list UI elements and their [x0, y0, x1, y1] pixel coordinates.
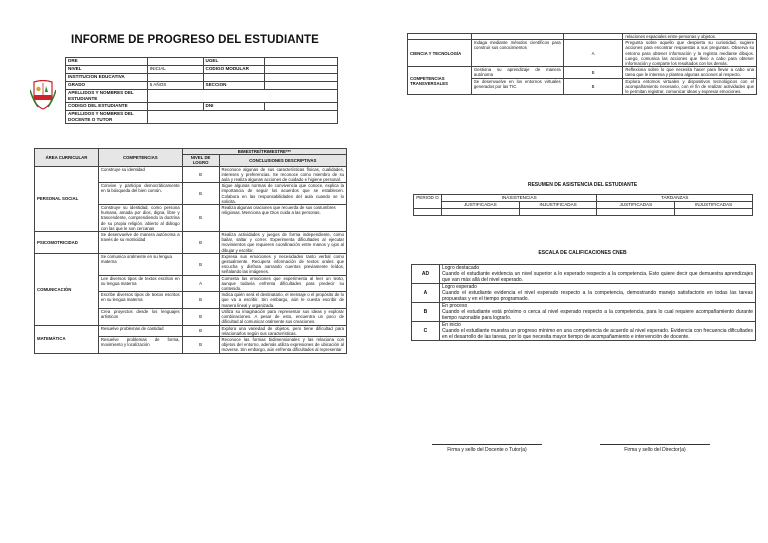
info-label: UGEL — [203, 58, 265, 66]
competencies-table — [34, 148, 347, 354]
scale-code: AD — [412, 265, 440, 284]
info-label: CODIGO MODULAR — [203, 66, 265, 74]
conclusion-cell: Pregunta sobre aquello que despierta su curiosidad, sugiere acciones para encontrar respuestas a sus preguntas. Observa su entorno para obtener información y la registra mediante dibujos. Luego, comunica las acciones que llevó a cabo para obtener información y comparte los resultados con los demás. — [623, 40, 757, 67]
level-cell: B — [563, 78, 623, 95]
competency-cell: Crea proyectos desde los lenguajes artísticos — [98, 308, 182, 325]
competency-cell: Lee diversos tipos de textos escritos en su lengua materna — [98, 275, 182, 292]
attendance-title: RESUMEN DE ASISTENCIA DEL ESTUDIANTE — [527, 182, 638, 188]
conclusion-cell: Explora entornos virtuales y dispositivos tecnológicos con el acompañamiento necesario, con el fin de realizar actividades que le permitan registrar, comunicar ideas y expresar emociones. — [623, 78, 757, 95]
teacher-signature: Firma y sello del Docente o Tutor(a) — [432, 444, 542, 453]
scale-description — [439, 322, 755, 341]
attendance-periodo-label: PERIOD O — [414, 195, 442, 209]
area-competencias-transversales: COMPETENCIAS TRANSVERSALES — [408, 67, 472, 95]
empty-cell — [597, 209, 675, 216]
info-row-institucion — [66, 74, 338, 82]
level-cell: B — [182, 166, 219, 183]
conclusion-cell: Explora una variedad de objetos, pero tiene dificultad para relacionarlos según sus características. — [219, 325, 346, 336]
level-cell: B — [182, 325, 219, 336]
info-row-nivel — [66, 66, 338, 74]
table-row — [35, 232, 347, 254]
header-conclusiones: CONCLUSIONES DESCRIPTIVAS — [219, 155, 346, 166]
scale-level-name: Logro destacado — [441, 265, 480, 271]
scale-code: A — [412, 284, 440, 303]
conclusion-cell: Indica quién será el destinatario, el mensaje o el propósito de lo que va a escribir. Sin embargo, aún le cuesta escribir de manera lineal y organizada. — [219, 292, 346, 309]
competency-cell: Resuelve problemas de cantidad — [98, 325, 182, 336]
info-row-estudiante — [66, 90, 338, 103]
conclusion-cell: Reconoce algunas de sus características físicas, cualidades, intereses y preferencias. Se reconoce como miembro de su aula y realiza algunas acciones de cuidado e higiene personal. — [219, 166, 346, 183]
conclusion-cell: Reflexiona sobre lo que necesita hacer para llevar a cabo una tarea que le interesa y plantea algunas acciones al respecto. — [623, 67, 757, 78]
info-label: APELLIDOS Y NOMBRES DEL DOCENTE O TUTOR — [66, 111, 148, 124]
table-row — [35, 166, 347, 183]
info-value — [147, 58, 203, 66]
report-title: INFORME DE PROGRESO DEL ESTUDIANTE — [71, 34, 319, 46]
scale-title: ESCALA DE CALIFICACIONES CNEB — [538, 250, 627, 256]
level-cell: A — [182, 275, 219, 292]
level-cell: B — [182, 205, 219, 232]
info-value — [147, 74, 203, 82]
scale-description — [439, 265, 755, 284]
conclusion-cell: Realiza actividades y juegos de forma independiente, como bailar, saltar y correr. Experimenta dificultades al ejecutar movimientos que requieren coordinación entre manos y ojos al dibujar y escribir. — [219, 232, 346, 254]
info-label: DNI — [203, 103, 265, 111]
info-label: APELLIDOS Y NOMBRES DEL ESTUDIANTE — [66, 90, 148, 103]
attendance-table — [413, 194, 753, 216]
info-value: INICIAL — [147, 66, 203, 74]
info-label: INSTITUCION EDUCATIVA — [66, 74, 148, 82]
info-row-docente — [66, 111, 338, 124]
info-row-grado — [66, 82, 338, 90]
attendance-tardanzas-label: TARDANZAS — [597, 195, 753, 202]
scale-row — [412, 303, 756, 322]
competency-cell: Se comunica oralmente en su lengua materna — [98, 253, 182, 275]
info-label: DRE — [66, 58, 148, 66]
header-area: ÁREA CURRICULAR — [35, 149, 99, 167]
scale-level-desc: Cuando el estudiante evidencia un nivel superior a lo esperado respecto a la competencia. Esto quiere decir que demuestra aprendizajes que van más allá del nivel esperado. — [441, 271, 753, 283]
attendance-justificadas-label: JUSTIFICADAS — [597, 202, 675, 209]
level-cell: B — [182, 183, 219, 205]
conclusion-cell: Realiza algunas oraciones que recuerda de sus costumbres religiosas. Menciona que Dios cuida a las personas. — [219, 205, 346, 232]
competency-cell: Resuelve problemas de forma, movimiento y localización — [98, 336, 182, 353]
attendance-header-row — [414, 195, 753, 202]
info-value — [147, 111, 337, 124]
attendance-injustificadas-label: INJUSTIFICADAS — [519, 202, 597, 209]
competency-cell: Construye su identidad — [98, 166, 182, 183]
conclusion-cell: Comenta las emociones que experimenta al leer un texto, aunque todavía enfrenta dificultades para predecir su contenido. — [219, 275, 346, 292]
scale-row — [412, 322, 756, 341]
attendance-justificadas-label: JUSTIFICADAS — [441, 202, 519, 209]
grading-scale-table — [411, 264, 756, 341]
scale-row — [412, 284, 756, 303]
director-signature: Firma y sello del Director(a) — [600, 444, 710, 453]
scale-level-name: Logro esperado — [441, 284, 477, 290]
header-nivel: NIVEL DE LOGRO — [182, 155, 219, 166]
scale-code: B — [412, 303, 440, 322]
peru-coat-of-arms-icon — [30, 80, 56, 110]
attendance-injustificadas-label: INJUSTIFICADAS — [675, 202, 753, 209]
competency-cell: Escribe diversos tipos de textos escritos en su lengua materna — [98, 292, 182, 309]
info-value — [265, 74, 338, 82]
conclusion-cell: Utiliza su imaginación para representar sus ideas y explorar combinaciones. A pesar de esto, encuentra un poco de dificultad al comunicar oralmente sus creaciones. — [219, 308, 346, 325]
level-cell: B — [563, 67, 623, 78]
info-value — [147, 103, 203, 111]
level-cell: B — [182, 232, 219, 254]
header-competencias: COMPETENCIAS — [98, 149, 182, 167]
area-ciencia-tecnologia: CIENCIA Y TECNOLOGÍA — [408, 40, 472, 67]
scale-description — [439, 284, 755, 303]
scale-level-desc: Cuando el estudiante muestra un progreso mínimo en una competencia de acuerdo al nivel esperado. Evidencia con frecuencia dificultades en el desarrollo de las tareas, por lo que necesita mayor tiempo de acompañamiento e intervención de docente. — [441, 328, 753, 340]
header-period: BIMESTRE/TRIMESTRE*** — [182, 149, 346, 155]
info-row-dre — [66, 58, 338, 66]
scale-level-desc: Cuando el estudiante evidencia el nivel esperado respecto a la competencia, demostrando manejo satisfactorio en todas las tareas propuestas y en el tiempo programado. — [441, 290, 753, 302]
info-value — [265, 58, 338, 66]
info-value — [265, 66, 338, 74]
competency-cell: Convive y participa democráticamente en la búsqueda del bien común. — [98, 183, 182, 205]
level-cell: B — [182, 253, 219, 275]
info-value — [147, 90, 337, 103]
competencies-table-continued — [407, 33, 757, 95]
attendance-data-row — [414, 209, 753, 216]
area-matematica: MATEMÁTICA — [35, 325, 99, 353]
competency-cell: Construye su identidad, como persona humana, amada por dios, digna, libre y trascendente, comprendiendo la doctrina de su propia religión, abierto al diálogo con las que le son cercanas — [98, 205, 182, 232]
table-row — [35, 325, 347, 336]
scale-level-name: En inicio — [441, 322, 461, 328]
student-info-table — [65, 57, 338, 124]
info-label: GRADO — [66, 82, 148, 90]
info-label: SECCION — [203, 82, 265, 90]
competency-cell: Se desenvuelve de manera autónoma a través de su motricidad — [98, 232, 182, 254]
attendance-subheader-row — [414, 202, 753, 209]
level-cell: B — [182, 336, 219, 353]
conclusion-cell: Sigue algunas normas de convivencia que conoce, explica la importancia de seguir los acuerdos que se establecen. Colabora en las responsabilidades del aula cuando se lo solicita. — [219, 183, 346, 205]
table-row — [408, 67, 757, 78]
info-row-codigo — [66, 103, 338, 111]
info-value: 5 AÑOS — [147, 82, 203, 90]
info-label: NIVEL — [66, 66, 148, 74]
table-row — [408, 40, 757, 67]
scale-description — [439, 303, 755, 322]
info-value — [265, 82, 338, 90]
level-cell: B — [182, 308, 219, 325]
conclusion-cell: Expresa sus emociones y necesidades tanto verbal como gestualmente. Recupera información de textos orales que escucha y disfruta narrando cuentos previamente leídos, señalando las imágenes. — [219, 253, 346, 275]
info-value — [265, 103, 338, 111]
competency-cell: Gestiona su aprendizaje de manera autónoma — [471, 67, 563, 78]
area-personal-social: PERSONAL SOCIAL — [35, 166, 99, 231]
area-comunicacion: COMUNICACIÓN — [35, 253, 99, 325]
area-psicomotricidad: PSICOMOTRICIDAD — [35, 232, 99, 254]
scale-level-name: En proceso — [441, 303, 468, 309]
competency-cell: Indaga mediante métodos científicos para construir sus conocimientos — [471, 40, 563, 67]
info-label: CODIGO DEL ESTUDIANTE — [66, 103, 148, 111]
level-cell: B — [182, 292, 219, 309]
conclusion-cell: Reconoce las formas bidimensionales y las relaciona con objetos del entorno, además utiliza expresiones de ubicación al moverse. Sin embargo, aún enfrenta dificultades al representar — [219, 336, 346, 353]
attendance-inasistencias-label: INASISTENCIAS — [441, 195, 597, 202]
scale-level-desc: Cuando el estudiante está próximo o cerca al nivel esperado respecto a la competencia, para lo cual requiere acompañamiento durante tiempo razonable para lograrlo. — [441, 309, 753, 321]
competency-cell: Se desenvuelve en los entornos virtuales generados por las TIC — [471, 78, 563, 95]
scale-code: C — [412, 322, 440, 341]
scale-row — [412, 265, 756, 284]
conclusion-cell: relaciones espaciales entre personas y objetos. — [623, 34, 757, 40]
level-cell: A — [563, 40, 623, 67]
empty-cell — [441, 209, 519, 216]
empty-cell — [414, 209, 442, 216]
table-row — [35, 253, 347, 275]
info-label — [203, 74, 265, 82]
empty-cell — [675, 209, 753, 216]
empty-cell — [519, 209, 597, 216]
